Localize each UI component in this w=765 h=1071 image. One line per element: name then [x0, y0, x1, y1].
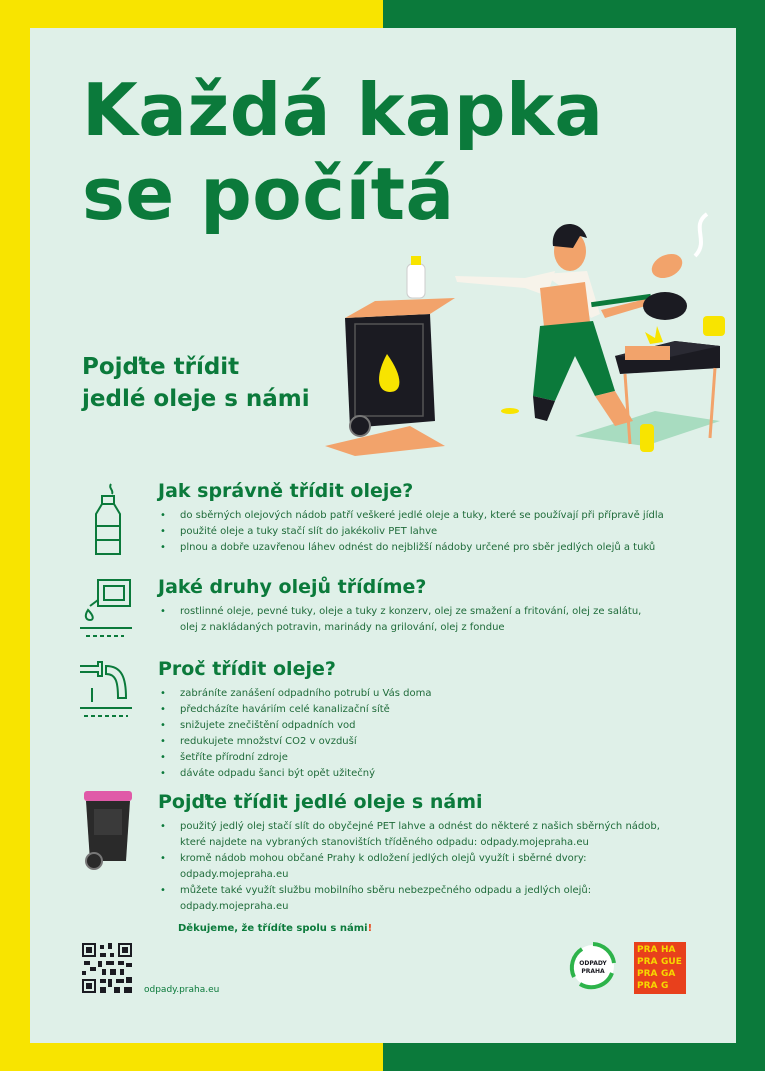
poster [30, 28, 736, 1043]
logo-praha-text: GA [661, 969, 676, 979]
list-item: • použité oleje a tuky stačí slít do jakékoliv PET lahve [158, 524, 713, 540]
logo-odpady-line2: PRAHA [581, 968, 605, 975]
title-line-2: se počítá [82, 152, 455, 236]
section-how-to-sort [78, 480, 718, 570]
list-item: • redukujete množství CO2 v ovzduší [158, 734, 713, 750]
logo-praha-text: G [661, 981, 669, 991]
bottle-icon [78, 480, 134, 560]
logo-odpady-line1: ODPADY [579, 960, 607, 967]
cooking-illustration [315, 206, 725, 456]
drain-pipe-icon [78, 658, 134, 738]
odpady-praha-logo [568, 941, 618, 991]
list-item: • rostlinné oleje, pevné tuky, oleje a tuky z konzerv, olej ze smažení a fritování, olej ze salátu, olej z nakládaných potravin, marinády na grilování, olej z fondue [158, 604, 648, 636]
footer-url[interactable]: odpady.praha.eu [144, 985, 220, 995]
list-item: • do sběrných olejových nádob patří veškeré jedlé oleje a tuky, které se používají při přípravě jídla [158, 508, 713, 524]
logo-praha-text: PRA [637, 945, 658, 955]
woman-figure [455, 224, 652, 426]
logo-praha-text: GUE [661, 957, 682, 967]
logo-praha-text: HA [661, 945, 676, 955]
logo-praha-text: PRA [637, 957, 658, 967]
logo-praha-text: PRA [637, 981, 658, 991]
qr-code[interactable] [82, 943, 132, 993]
section-list [158, 508, 713, 556]
section-oil-types [78, 576, 718, 656]
section-list [158, 686, 713, 782]
section-title: Pojďte třídit jedlé oleje s námi [158, 791, 483, 813]
section-list [158, 819, 668, 915]
section-join-us [78, 791, 718, 921]
section-why-sort [78, 658, 718, 788]
list-item: • můžete také využít službu mobilního sběru nebezpečného odpadu a jedlých olejů: odpady.mojepraha.eu [158, 883, 668, 915]
list-item: • kromě nádob mohou občané Prahy k odložení jedlých olejů využít i sběrné dvory: odpady.mojepraha.eu [158, 851, 668, 883]
list-item: • zabráníte zanášení odpadního potrubí u Vás doma [158, 686, 713, 702]
section-title: Jak správně třídit oleje? [158, 480, 414, 502]
thanks-text: Děkujeme, že třídíte spolu s námi [178, 923, 368, 934]
list-item: • dáváte odpadu šanci být opět užitečný [158, 766, 713, 782]
thanks-message [178, 923, 372, 934]
section-title: Proč třídit oleje? [158, 658, 336, 680]
title-line-1: Každá kapka [82, 68, 604, 152]
list-item: • plnou a dobře uzavřenou láhev odnést do nejbližší nádoby určené pro sběr jedlých olejů a tuků [158, 540, 713, 556]
logo-praha-text: PRA [637, 969, 658, 979]
can-oil-icon [78, 576, 134, 656]
section-title: Jaké druhy olejů třídíme? [158, 576, 427, 598]
subtitle-line-1: Pojďte třídit [82, 354, 240, 380]
list-item: • předcházíte haváriím celé kanalizační sítě [158, 702, 713, 718]
list-item: • šetříte přírodní zdroje [158, 750, 713, 766]
subtitle-line-2: jedlé oleje s námi [82, 386, 310, 412]
list-item: • použitý jedlý olej stačí slít do obyčejné PET lahve a odnést do některé z našich sběrných nádob, které najdete na vybraných stanovištích tříděného odpadu: odpady.mojepraha.eu [158, 819, 668, 851]
praha-logo [634, 942, 686, 994]
oil-bin-icon [345, 256, 455, 436]
section-list [158, 604, 648, 636]
list-item: • snižujete znečištění odpadních vod [158, 718, 713, 734]
poster-subtitle [82, 351, 310, 415]
thanks-mark: ! [367, 923, 373, 934]
bin-icon [78, 791, 134, 871]
